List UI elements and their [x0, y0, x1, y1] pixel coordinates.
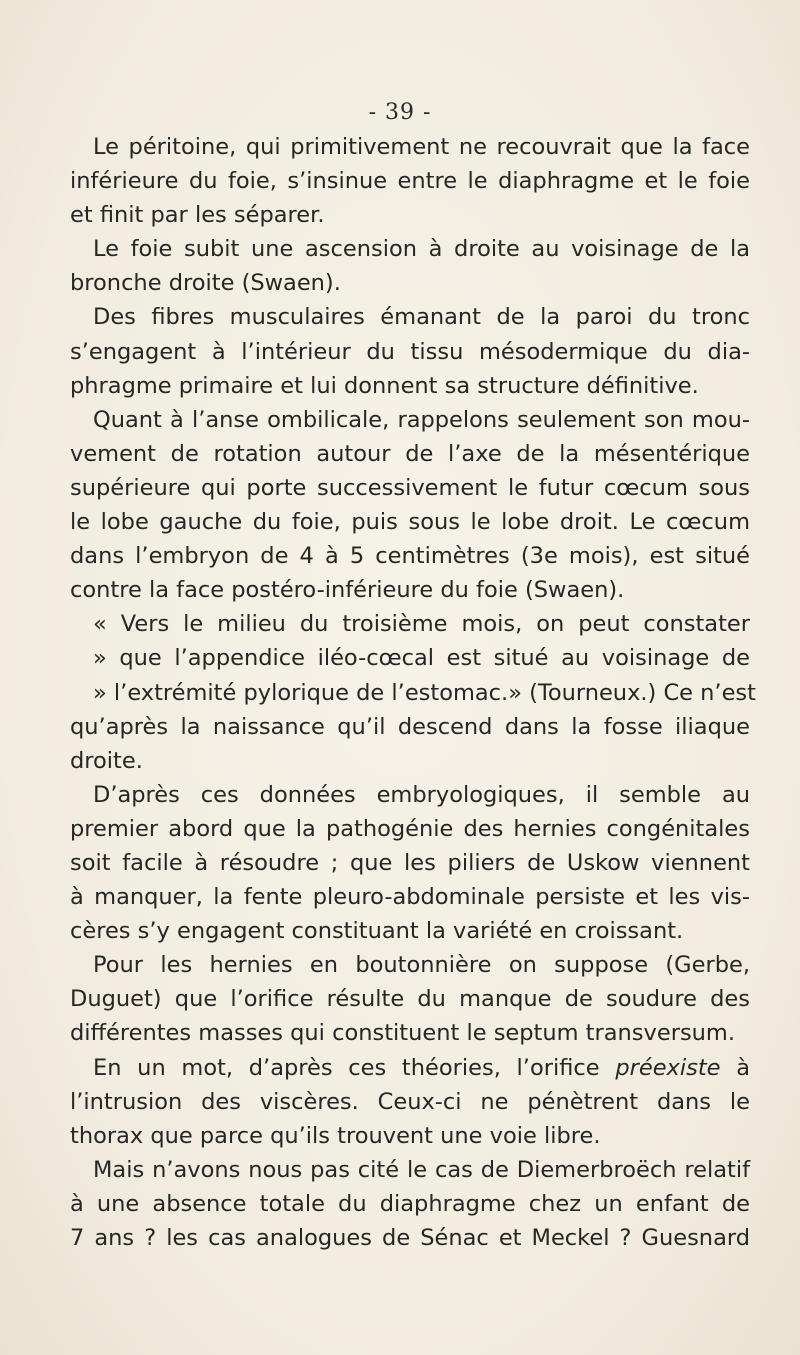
text-line: Le foie subit une ascension à droite au voisinage de la	[93, 236, 750, 263]
text-line: droite.	[70, 747, 143, 774]
text-line: soit facile à résoudre ; que les piliers de Uskow viennent	[70, 849, 750, 876]
line-text: En un mot, d’après ces théories, l’orifice	[93, 1054, 616, 1081]
text-line: différentes masses qui constituent le septum transversum.	[70, 1020, 735, 1047]
text-line: bronche droite (Swaen).	[70, 270, 341, 297]
text-line: » l’extrémité pylorique de l’estomac.» (Tourneux.) Ce n’est	[93, 679, 756, 706]
text-line: D’après ces données embryologiques, il semble au	[93, 781, 750, 808]
text-line: supérieure qui porte successivement le futur cœcum sous	[70, 474, 750, 501]
text-line: 7 ans ? les cas analogues de Sénac et Meckel ? Guesnard	[70, 1225, 750, 1251]
text-line: à manquer, la fente pleuro-abdominale persiste et les vis-	[70, 884, 750, 911]
line-tail: à	[720, 1054, 750, 1081]
text-line: thorax que parce qu’ils trouvent une voie libre.	[70, 1122, 601, 1149]
text-line: Quant à l’anse ombilicale, rappelons seulement son mou-	[93, 406, 750, 433]
text-line: » que l’appendice iléo-cœcal est situé au voisinage de	[93, 645, 750, 672]
text-line: cères s’y engagent constituant la variété en croissant.	[70, 918, 684, 945]
text-line-with-emphasis	[70, 1051, 750, 1085]
text-line: « Vers le milieu du troisième mois, on peut constater	[93, 611, 750, 638]
text-line: le lobe gauche du foie, puis sous le lobe droit. Le cœcum	[70, 509, 750, 536]
text-line: Duguet) que l’orifice résulte du manque de soudure des	[70, 986, 750, 1013]
text-line: phragme primaire et lui donnent sa structure définitive.	[70, 372, 699, 399]
text-line: Mais n’avons nous pas cité le cas de Diemerbroëch relatif	[93, 1156, 750, 1183]
text-line: l’intrusion des viscères. Ceux-ci ne pénètrent dans le	[70, 1088, 750, 1115]
page-number: - 39 -	[368, 100, 432, 125]
emphasis-word: préexiste	[615, 1054, 721, 1081]
text-line: inférieure du foie, s’insinue entre le diaphragme et le foie	[70, 168, 750, 195]
body-text	[70, 130, 756, 1255]
text-line: et finit par les séparer.	[70, 202, 325, 229]
text-line: vement de rotation autour de l’axe de la mésentérique	[70, 440, 750, 467]
text-line: qu’après la naissance qu’il descend dans la fosse iliaque	[70, 713, 750, 740]
text-line: contre la face postéro-inférieure du foie (Swaen).	[70, 577, 625, 604]
text-line: Pour les hernies en boutonnière on suppose (Gerbe,	[93, 952, 750, 979]
text-line: dans l’embryon de 4 à 5 centimètres (3e mois), est situé	[70, 543, 750, 570]
text-line: Le péritoine, qui primitivement ne recouvrait que la face	[93, 134, 750, 160]
text-line: à une absence totale du diaphragme chez un enfant de	[70, 1190, 750, 1217]
text-line: Des fibres musculaires émanant de la paroi du tronc	[93, 304, 750, 331]
text-line: s’engagent à l’intérieur du tissu mésodermique du dia-	[70, 338, 750, 365]
text-line: premier abord que la pathogénie des hernies congénitales	[70, 815, 750, 842]
